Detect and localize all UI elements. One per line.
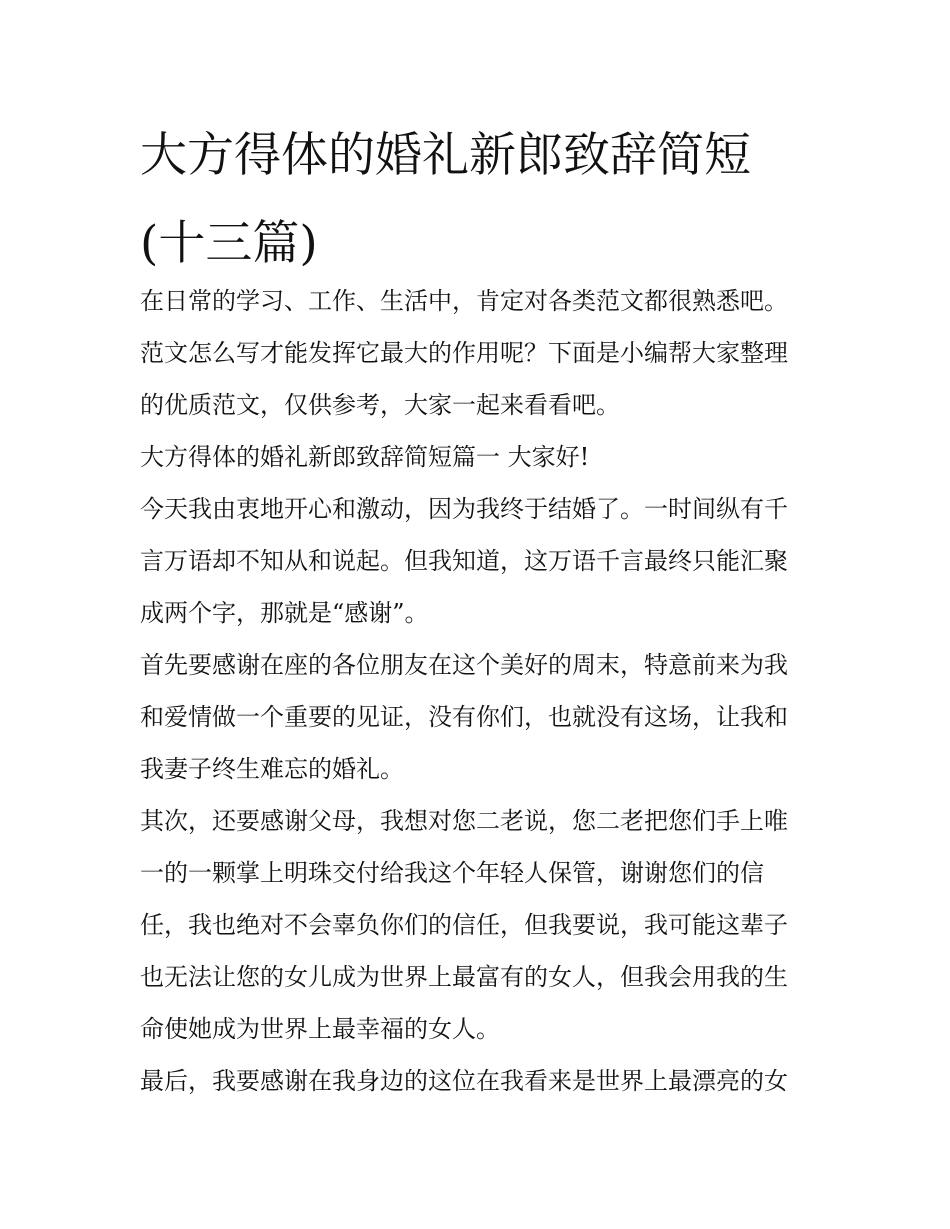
title-line-2: (十三篇) bbox=[140, 216, 318, 271]
body-line: 今天我由衷地开心和激动，因为我终于结婚了。一时间纵有千 bbox=[140, 495, 788, 523]
body-line: 大方得体的婚礼新郎致辞简短篇一 大家好! bbox=[140, 443, 590, 471]
body-line: 范文怎么写才能发挥它最大的作用呢？下面是小编帮大家整理 bbox=[140, 339, 788, 367]
body-line: 的优质范文，仅供参考，大家一起来看看吧。 bbox=[140, 391, 620, 419]
body-line: 言万语却不知从和说起。但我知道，这万语千言最终只能汇聚 bbox=[140, 547, 788, 575]
body-line: 在日常的学习、工作、生活中，肯定对各类范文都很熟悉吧。 bbox=[140, 287, 788, 315]
body-line: 成两个字，那就是“感谢”。 bbox=[140, 599, 429, 627]
body-line: 和爱情做一个重要的见证，没有你们，也就没有这场，让我和 bbox=[140, 703, 788, 731]
body-line: 首先要感谢在座的各位朋友在这个美好的周末，特意前来为我 bbox=[140, 651, 788, 679]
body-line: 任，我也绝对不会辜负你们的信任，但我要说，我可能这辈子 bbox=[140, 911, 788, 939]
body-line: 其次，还要感谢父母，我想对您二老说，您二老把您们手上唯 bbox=[140, 807, 788, 835]
document-body bbox=[140, 275, 830, 1107]
body-line: 命使她成为世界上最幸福的女人。 bbox=[140, 1015, 500, 1043]
title-line-1: 大方得体的婚礼新郎致辞简短 bbox=[140, 128, 751, 183]
document-title bbox=[140, 112, 830, 288]
body-line: 最后，我要感谢在我身边的这位在我看来是世界上最漂亮的女 bbox=[140, 1067, 788, 1095]
body-line: 我妻子终生难忘的婚礼。 bbox=[140, 755, 404, 783]
body-line: 一的一颗掌上明珠交付给我这个年轻人保管，谢谢您们的信 bbox=[140, 859, 764, 887]
body-line: 也无法让您的女儿成为世界上最富有的女人，但我会用我的生 bbox=[140, 963, 788, 991]
